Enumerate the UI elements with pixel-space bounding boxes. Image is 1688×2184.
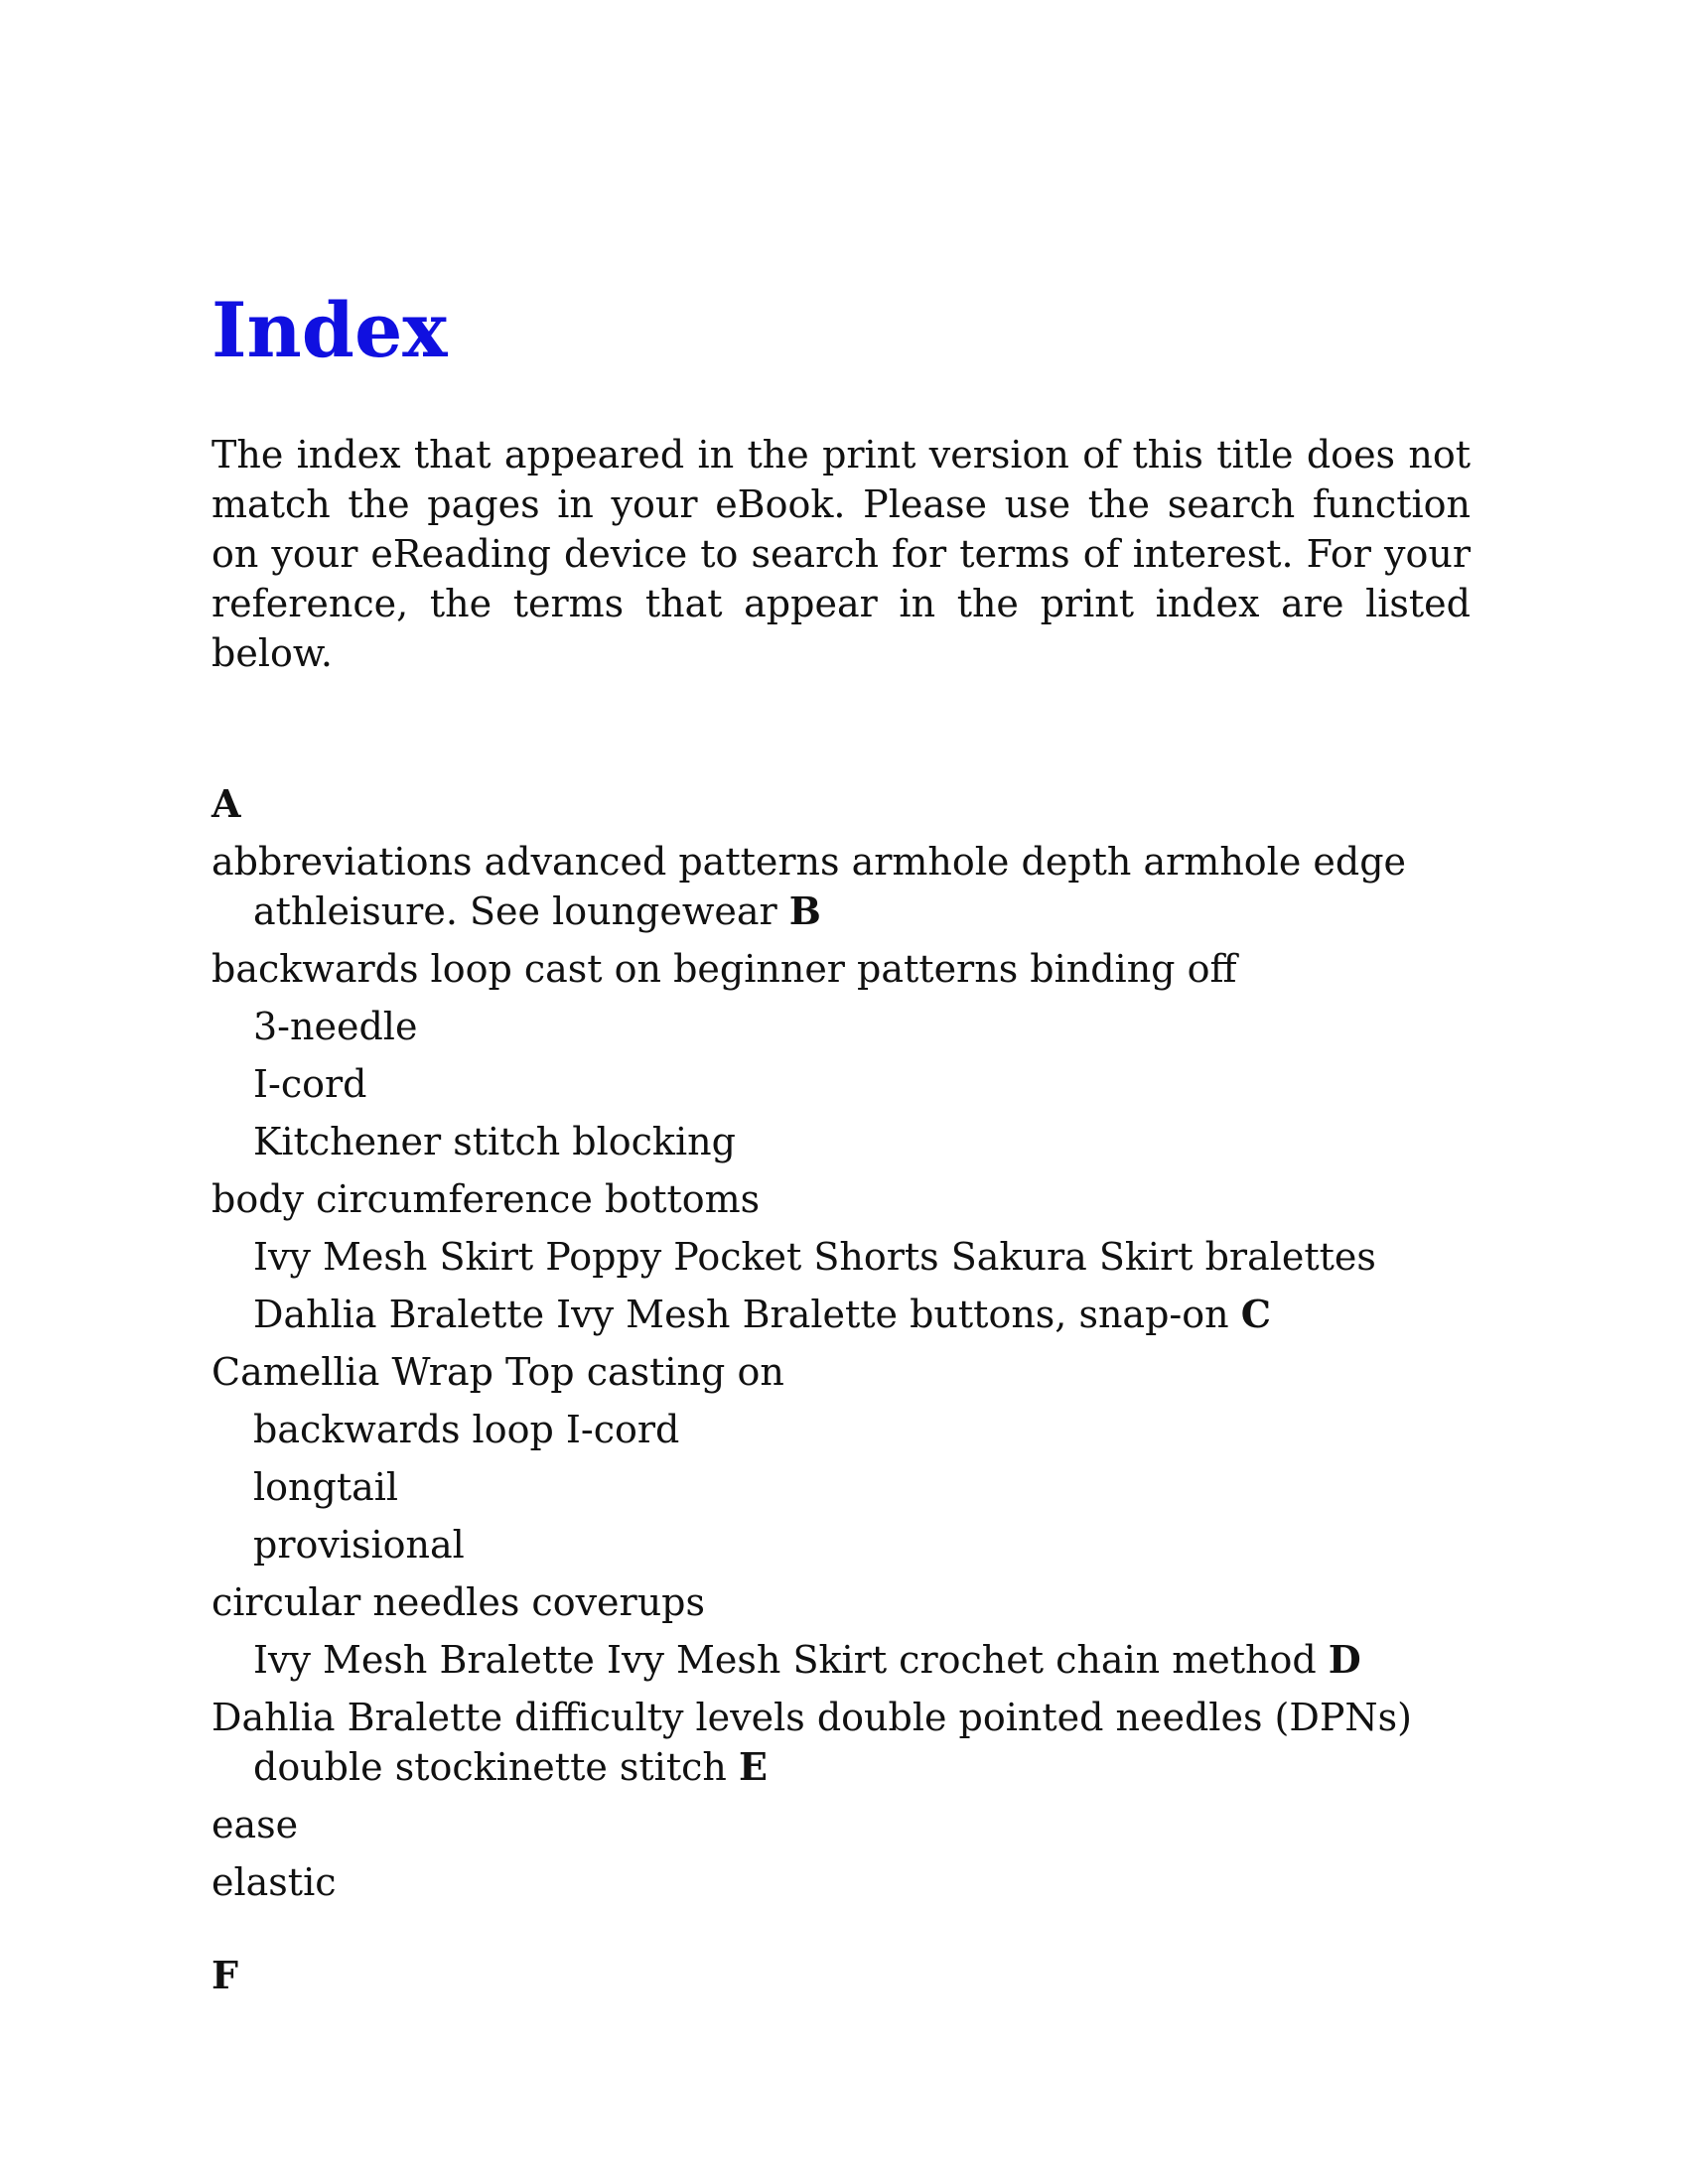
index-subentry: Ivy Mesh Skirt Poppy Pocket Shorts Sakura Skirt bralettes: [253, 1235, 1376, 1279]
index-subentry: backwards loop I-cord: [253, 1408, 680, 1451]
index-entry: elastic: [211, 1860, 337, 1904]
section-letter-f: F: [211, 1953, 238, 1997]
section-letter-c: C: [1240, 1292, 1271, 1336]
index-subentry: 3-needle: [253, 1005, 418, 1048]
section-letter-e: E: [738, 1744, 768, 1789]
index-subentry: [211, 1742, 1471, 1792]
intro-paragraph: The index that appeared in the print version of this title does not match the pages in your eBook. Please use the search function on your eReading device to search for terms of interest. For your reference, the terms that appear in the print index are listed below.: [211, 433, 1471, 675]
index-entry-text: Dahlia Bralette Ivy Mesh Bralette buttons, snap-on: [253, 1293, 1229, 1336]
index-list: [211, 779, 1471, 2000]
index-entry: backwards loop cast on beginner patterns binding off: [211, 947, 1237, 991]
section-letter-b: B: [788, 888, 821, 933]
index-entry: Camellia Wrap Top casting on: [211, 1350, 784, 1394]
index-subentry: [211, 1635, 1471, 1685]
index-entry: abbreviations advanced patterns armhole depth armhole edge: [211, 840, 1407, 884]
index-subentry: provisional: [253, 1523, 465, 1567]
index-entry-text: double stockinette stitch: [253, 1745, 727, 1789]
index-entry: ease: [211, 1803, 299, 1846]
index-subentry: longtail: [253, 1465, 399, 1509]
section-letter-a: A: [211, 781, 241, 826]
index-entry: Dahlia Bralette difficulty levels double pointed needles (DPNs): [211, 1696, 1412, 1739]
index-entry: circular needles coverups: [211, 1580, 705, 1624]
index-entry: [211, 887, 1471, 936]
index-subentry: I-cord: [253, 1062, 367, 1106]
index-entry-text: Ivy Mesh Bralette Ivy Mesh Skirt crochet chain method: [253, 1638, 1317, 1682]
index-entry: body circumference bottoms: [211, 1177, 761, 1221]
index-page: [211, 286, 1471, 2000]
page-title: Index: [211, 286, 448, 374]
section-letter-d: D: [1328, 1637, 1361, 1682]
index-subentry: Kitchener stitch blocking: [253, 1120, 736, 1163]
index-entry-text: athleisure. See loungewear: [253, 889, 777, 933]
index-subentry: [211, 1290, 1471, 1339]
